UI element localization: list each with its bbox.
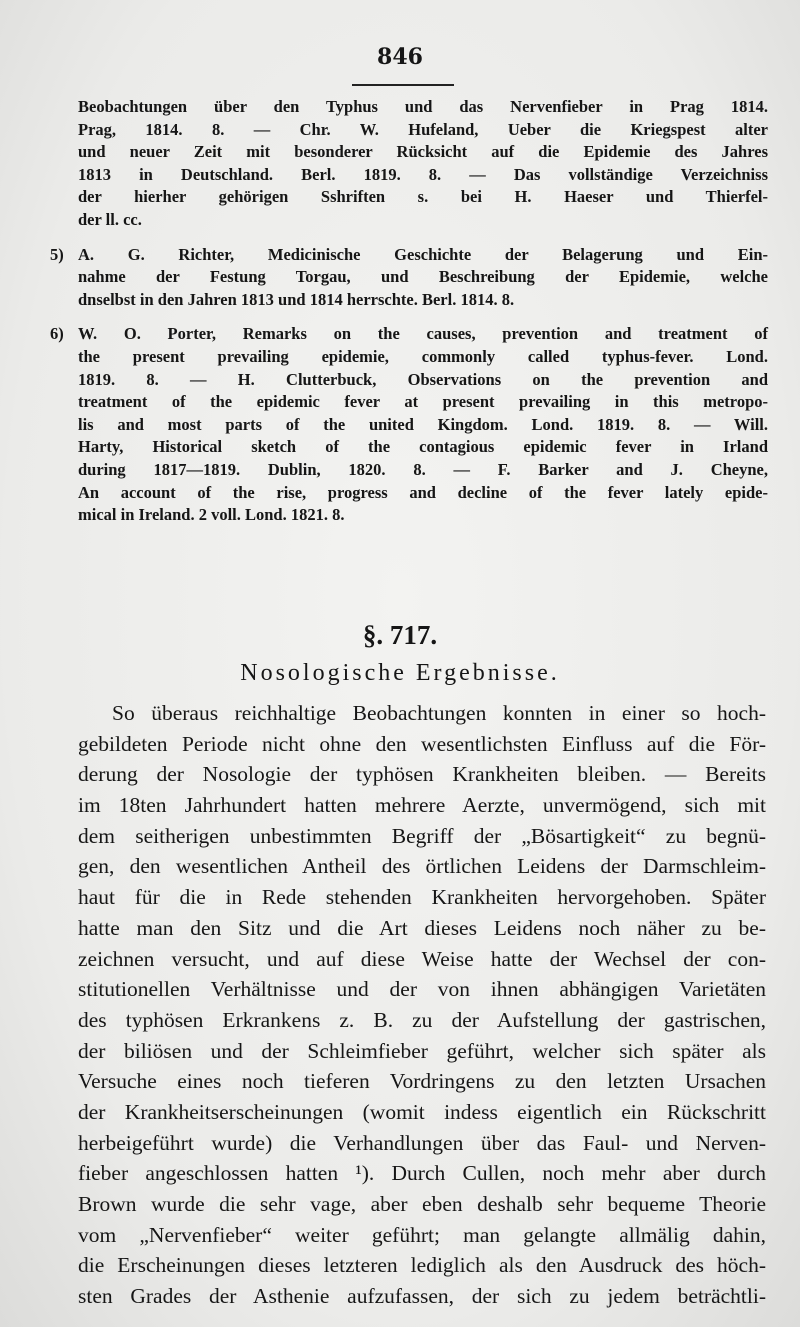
body-line: dem seitherigen unbestimmten Begriff der „Bösartigkeit“ zu begnü- — [78, 823, 766, 848]
header-rule — [352, 84, 454, 86]
footnote-line: 1813 in Deutschland. Berl. 1819. 8. — Das vollständige Verzeichniss — [78, 164, 768, 184]
body-line: fieber angeschlossen hatten ¹). Durch Cullen, noch mehr aber durch — [78, 1161, 766, 1186]
footnote-line: dnselbst in den Jahren 1813 und 1814 herrschte. Berl. 1814. 8. — [78, 289, 515, 309]
body-line: vom „Nervenfieber“ weiter geführt; man gelangte allmälig dahin, — [78, 1222, 766, 1247]
body-line: des typhösen Erkrankens z. B. zu der Aufstellung der gastrischen, — [78, 1007, 766, 1032]
body-line: zeichnen versucht, und auf diese Weise hatte der Wechsel der con- — [78, 946, 766, 971]
body-line: Brown wurde die sehr vage, aber eben deshalb sehr bequeme Theorie — [78, 1192, 766, 1216]
footnote-line: Beobachtungen über den Typhus und das Nervenfieber in Prag 1814. — [78, 97, 768, 116]
footnote-line: W. O. Porter, Remarks on the causes, prevention and treatment of — [78, 324, 768, 344]
footnote-line: mical in Ireland. 2 voll. Lond. 1821. 8. — [78, 505, 345, 525]
footnote-line: 1819. 8. — H. Clutterbuck, Observations on the prevention and — [78, 369, 768, 389]
footnotes-block — [50, 96, 768, 527]
body-text — [78, 698, 766, 1312]
footnote-6 — [50, 323, 768, 526]
body-line: der biliösen und der Schleimfieber geführt, welcher sich später als — [78, 1038, 766, 1063]
footnote-line: Prag, 1814. 8. — Chr. W. Hufeland, Ueber die Kriegspest alter — [78, 119, 768, 139]
body-line: die Erscheinungen dieses letzteren lediglich als den Ausdruck des höch- — [78, 1253, 766, 1278]
footnote-line: treatment of the epidemic fever at present prevailing in this metropo- — [78, 392, 768, 412]
body-line: haut für die in Rede stehenden Krankheiten hervorgehoben. Später — [78, 885, 766, 910]
body-line: gebildeten Periode nicht ohne den wesentlichsten Einfluss auf die För- — [78, 731, 766, 756]
footnote-line: A. G. Richter, Medicinische Geschichte der Belagerung und Ein- — [78, 244, 768, 264]
footnote-5 — [50, 244, 768, 312]
footnote-line: Harty, Historical sketch of the contagious epidemic fever in Irland — [78, 437, 768, 457]
footnote-line: der ll. cc. — [78, 209, 142, 229]
body-line: stitutionellen Verhältnisse und der von ihnen abhängigen Varietäten — [78, 977, 766, 1002]
section-title: Nosologische Ergebnisse. — [240, 660, 560, 686]
body-line: derung der Nosologie der typhösen Krankheiten bleiben. — Bereits — [78, 762, 766, 787]
body-line: hatte man den Sitz und die Art dieses Leidens noch näher zu be- — [78, 915, 766, 940]
body-line: Versuche eines noch tieferen Vordringens zu den letzten Ursachen — [78, 1069, 766, 1094]
footnote-number: 6) — [50, 324, 64, 344]
footnote-line: der hierher gehörigen Sshriften s. bei H. Haeser und Thierfel- — [78, 187, 768, 207]
section-number: §. 717. — [362, 620, 438, 650]
footnote-continuation — [78, 96, 768, 232]
body-line: der Krankheitserscheinungen (womit indess eigentlich ein Rückschritt — [78, 1099, 766, 1124]
page-number: 846 — [377, 44, 423, 70]
body-line: im 18ten Jahrhundert hatten mehrere Aerzte, unvermögend, sich mit — [78, 793, 766, 818]
footnote-line: the present prevailing epidemie, commonly called typhus-fever. Lond. — [78, 346, 768, 366]
body-line: gen, den wesentlichen Antheil des örtlichen Leidens der Darmschleim- — [78, 854, 766, 879]
footnote-line: und neuer Zeit mit besonderer Rücksicht auf die Epidemie des Jahres — [78, 142, 768, 162]
body-line: So überaus reichhaltige Beobachtungen konnten in einer so hoch- — [112, 701, 766, 725]
footnote-line: nahme der Festung Torgau, und Beschreibung der Epidemie, welche — [78, 267, 768, 287]
footnote-line: lis and most parts of the united Kingdom. Lond. 1819. 8. — Will. — [78, 414, 768, 434]
footnote-line: An account of the rise, progress and decline of the fever lately epide- — [78, 482, 768, 502]
body-line: herbeigeführt wurde) die Verhandlungen über das Faul- und Nerven- — [78, 1130, 766, 1155]
footnote-number: 5) — [50, 244, 64, 264]
body-line: sten Grades der Asthenie aufzufassen, der sich zu jedem beträchtli- — [78, 1284, 766, 1309]
footnote-line: during 1817—1819. Dublin, 1820. 8. — F. Barker and J. Cheyne, — [78, 459, 768, 479]
